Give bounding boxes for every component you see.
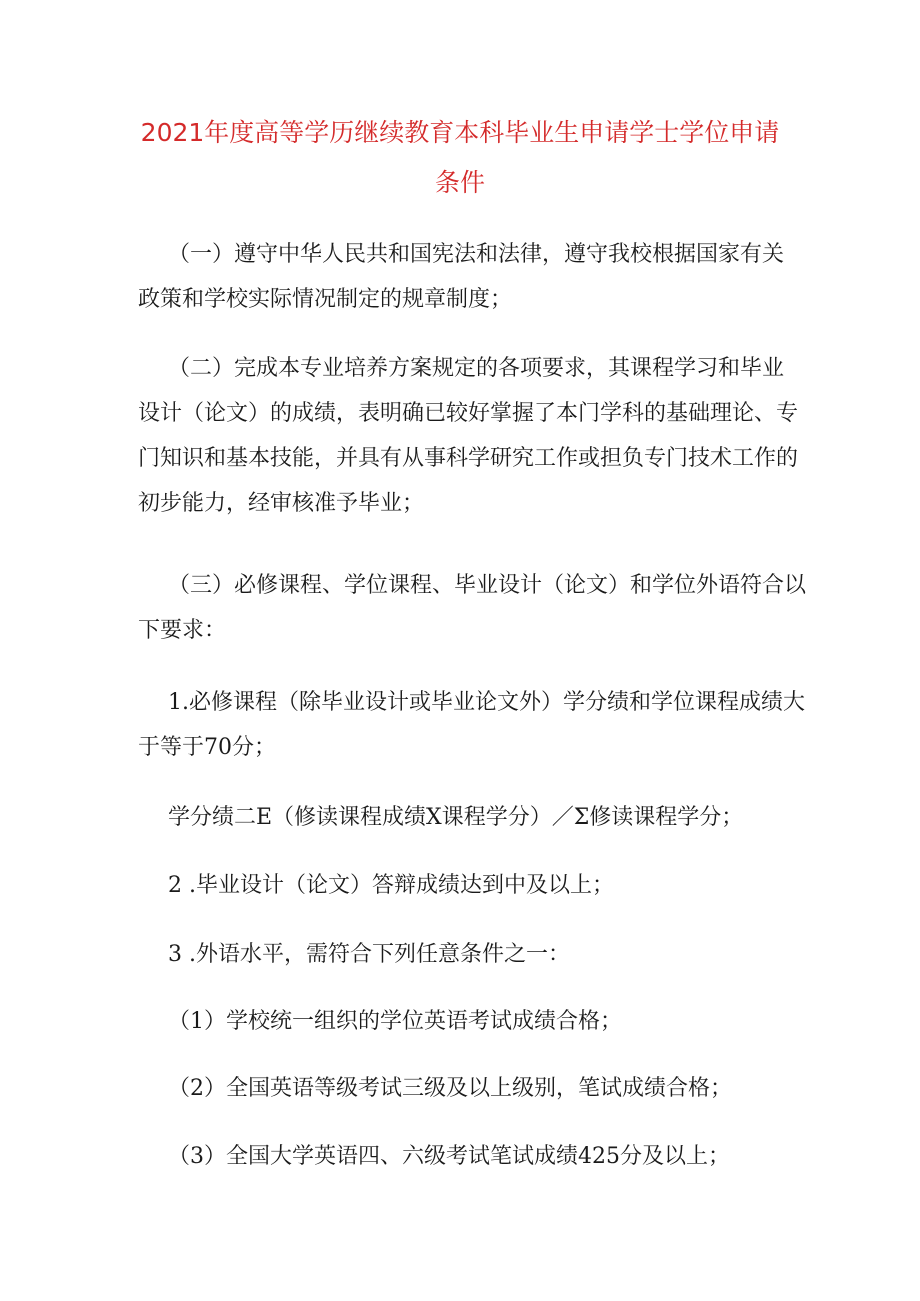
paragraph-line: （2）全国英语等级考试三级及以上级别，笔试成绩合格； [168, 1076, 732, 1101]
paragraph-item-2 [138, 346, 799, 526]
paragraph-line: （二）完成本专业培养方案规定的各项要求，其课程学习和毕业 [168, 356, 785, 381]
paragraph-option-1 [138, 999, 788, 1044]
paragraph-line: 1.必修课程（除毕业设计或毕业论文外）学分绩和学位课程成绩大 [168, 690, 805, 715]
paragraph-line: （一）遵守中华人民共和国宪法和法律，遵守我校根据国家有关 [168, 242, 785, 267]
paragraph-line: 下要求： [138, 618, 227, 643]
paragraph-line: 门知识和基本技能，并具有从事科学研究工作或担负专门技术工作的 [138, 446, 799, 471]
paragraph-line: （三）必修课程、学位课程、毕业设计（论文）和学位外语符合以 [168, 573, 807, 598]
paragraph-line: 3 .外语水平，需符合下列任意条件之一： [168, 942, 570, 967]
paragraph-line: 设计（论文）的成绩，表明确已较好掌握了本门学科的基础理论、专 [138, 401, 799, 426]
paragraph-option-3 [138, 1134, 788, 1179]
document-title [120, 108, 800, 208]
paragraph-line: 于等于70分； [138, 735, 276, 760]
paragraph-item-1 [138, 232, 788, 322]
paragraph-line: 初步能力，经审核准予毕业； [138, 491, 425, 516]
paragraph-formula [138, 795, 788, 840]
title-line-1: 2021年度高等学历继续教育本科毕业生申请学士学位申请 [140, 118, 780, 147]
paragraph-line: 政策和学校实际情况制定的规章制度； [138, 287, 513, 312]
paragraph-requirement-2 [138, 863, 788, 908]
paragraph-line: （1）学校统一组织的学位英语考试成绩合格； [168, 1009, 622, 1034]
paragraph-option-2 [138, 1066, 788, 1111]
title-line-2: 条件 [434, 168, 485, 197]
paragraph-line: （3）全国大学英语四、六级考试笔试成绩425分及以上； [168, 1144, 730, 1169]
paragraph-item-3 [138, 563, 807, 653]
paragraph-requirement-1 [138, 680, 805, 770]
paragraph-line: 学分绩二E（修读课程成绩X课程学分）／Σ修读课程学分； [168, 805, 744, 830]
paragraph-requirement-3 [138, 932, 788, 977]
paragraph-line: 2 .毕业设计（论文）答辩成绩达到中及以上； [168, 873, 614, 898]
